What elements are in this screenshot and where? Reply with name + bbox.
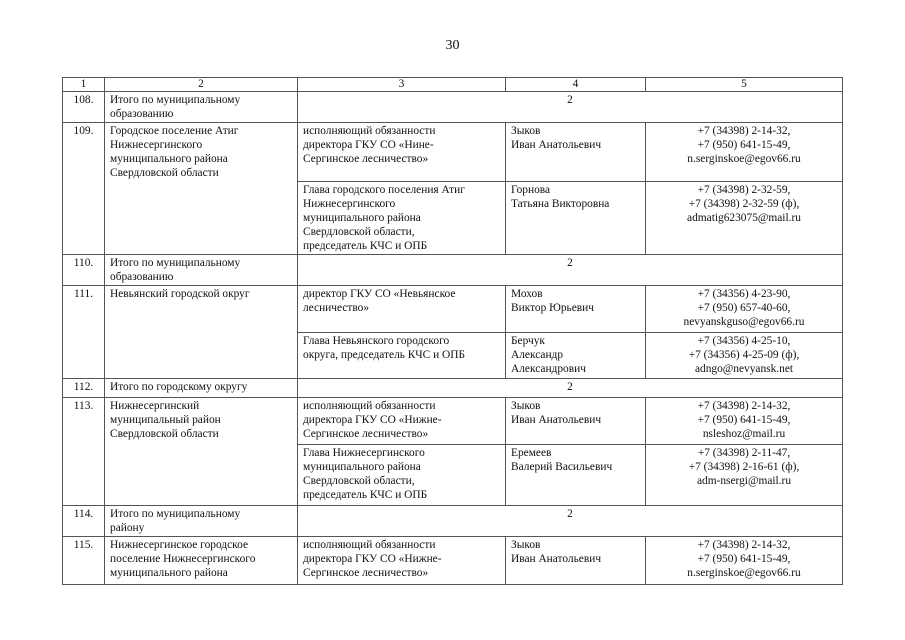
municipality-name: Итого по городскому округу xyxy=(105,378,298,397)
column-header: 5 xyxy=(646,78,843,92)
municipality-name-continuation xyxy=(105,181,298,254)
contacts-cell: +7 (34398) 2-11-47, +7 (34398) 2-16-61 (ф), adm-nsergi@mail.ru xyxy=(646,444,843,505)
contacts-cell: +7 (34398) 2-32-59, +7 (34398) 2-32-59 (ф), admatig623075@mail.ru xyxy=(646,181,843,254)
person-cell: Зыков Иван Анатольевич xyxy=(506,397,646,444)
position-cell: Глава Невьянского городского округа, председатель КЧС и ОПБ xyxy=(298,332,506,378)
municipality-name: Итого по муниципальному образованию xyxy=(105,92,298,123)
table-row xyxy=(63,181,843,254)
position-cell: исполняющий обязанности директора ГКУ СО «Нижне- Сергинское лесничество» xyxy=(298,536,506,584)
municipality-name: Нижнесергинский муниципальный район Свердловской области xyxy=(105,397,298,444)
total-count: 2 xyxy=(298,378,843,397)
table-header-row xyxy=(63,78,843,92)
position-cell: Глава Нижнесергинского муниципального района Свердловской области, председатель КЧС и ОПБ xyxy=(298,444,506,505)
municipality-name: Нижнесергинское городское поселение Нижнесергинского муниципального района xyxy=(105,536,298,584)
table-row xyxy=(63,505,843,536)
table-row xyxy=(63,332,843,378)
contacts-cell: +7 (34356) 4-23-90, +7 (950) 657-40-60, nevyanskguso@egov66.ru xyxy=(646,285,843,332)
table-row xyxy=(63,92,843,123)
person-cell: Горнова Татьяна Викторовна xyxy=(506,181,646,254)
row-number: 110. xyxy=(63,254,105,285)
contacts-table xyxy=(62,77,843,585)
column-header: 4 xyxy=(506,78,646,92)
table-row xyxy=(63,444,843,505)
table-row xyxy=(63,397,843,444)
municipality-name-continuation xyxy=(105,332,298,378)
table-row xyxy=(63,285,843,332)
person-cell: Берчук Александр Александрович xyxy=(506,332,646,378)
person-cell: Еремеев Валерий Васильевич xyxy=(506,444,646,505)
contacts-cell: +7 (34398) 2-14-32, +7 (950) 641-15-49, n.serginskoe@egov66.ru xyxy=(646,536,843,584)
contacts-cell: +7 (34398) 2-14-32, +7 (950) 641-15-49, n.serginskoe@egov66.ru xyxy=(646,123,843,182)
table-row xyxy=(63,536,843,584)
row-number-continuation xyxy=(63,332,105,378)
column-header: 2 xyxy=(105,78,298,92)
contacts-cell: +7 (34356) 4-25-10, +7 (34356) 4-25-09 (ф), adngo@nevyansk.net xyxy=(646,332,843,378)
municipality-name-continuation xyxy=(105,444,298,505)
position-cell: Глава городского поселения Атиг Нижнесергинского муниципального района Свердловской области, председатель КЧС и ОПБ xyxy=(298,181,506,254)
person-cell: Мохов Виктор Юрьевич xyxy=(506,285,646,332)
position-cell: исполняющий обязанности директора ГКУ СО «Нине- Сергинское лесничество» xyxy=(298,123,506,182)
row-number-continuation xyxy=(63,181,105,254)
municipality-name: Городское поселение Атиг Нижнесергинского муниципального района Свердловской области xyxy=(105,123,298,182)
row-number: 108. xyxy=(63,92,105,123)
table-row xyxy=(63,254,843,285)
person-cell: Зыков Иван Анатольевич xyxy=(506,536,646,584)
total-count: 2 xyxy=(298,92,843,123)
row-number: 112. xyxy=(63,378,105,397)
municipality-name: Итого по муниципальному району xyxy=(105,505,298,536)
column-header: 3 xyxy=(298,78,506,92)
row-number-continuation xyxy=(63,444,105,505)
table-row xyxy=(63,123,843,182)
person-cell: Зыков Иван Анатольевич xyxy=(506,123,646,182)
municipality-name: Невьянский городской округ xyxy=(105,285,298,332)
row-number: 114. xyxy=(63,505,105,536)
row-number: 111. xyxy=(63,285,105,332)
total-count: 2 xyxy=(298,505,843,536)
row-number: 113. xyxy=(63,397,105,444)
page-number: 30 xyxy=(445,38,460,53)
contacts-cell: +7 (34398) 2-14-32, +7 (950) 641-15-49, nsleshoz@mail.ru xyxy=(646,397,843,444)
total-count: 2 xyxy=(298,254,843,285)
row-number: 115. xyxy=(63,536,105,584)
position-cell: исполняющий обязанности директора ГКУ СО «Нижне- Сергинское лесничество» xyxy=(298,397,506,444)
municipality-name: Итого по муниципальному образованию xyxy=(105,254,298,285)
column-header: 1 xyxy=(63,78,105,92)
position-cell: директор ГКУ СО «Невьянское лесничество» xyxy=(298,285,506,332)
row-number: 109. xyxy=(63,123,105,182)
table-row xyxy=(63,378,843,397)
